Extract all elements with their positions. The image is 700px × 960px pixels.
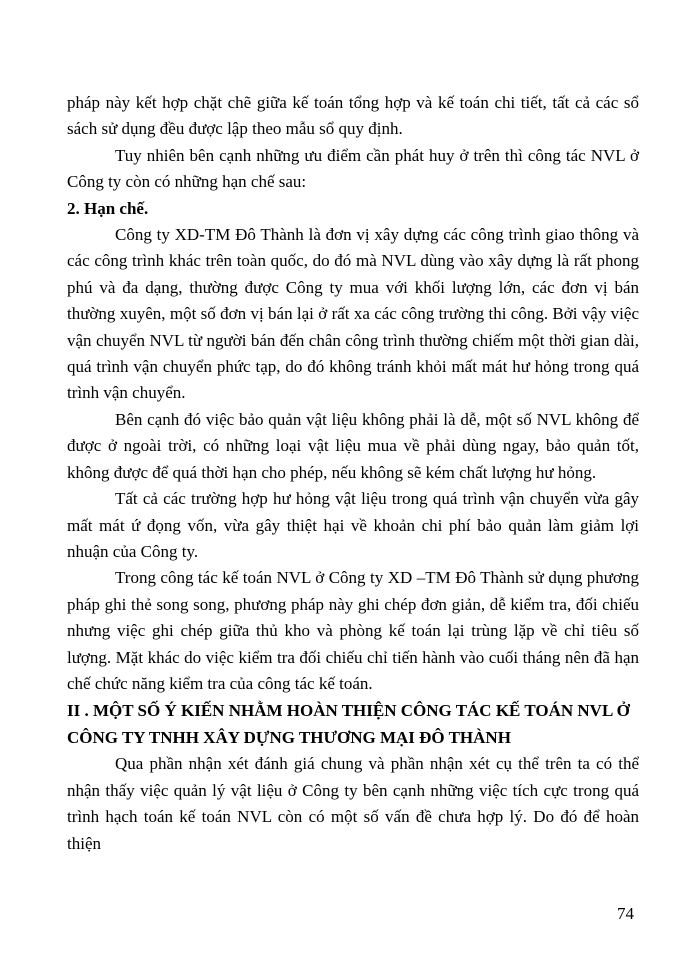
paragraph-transport-issues: Công ty XD-TM Đô Thành là đơn vị xây dựng các công trình giao thông và các công trình khác trên toàn quốc, do đó mà NVL dùng vào xây dựng là rất phong phú và đa dạng, thường được Công ty mua với khối lượng lớn, các đơn vị bán thường xuyên, một số đơn vị bán lại ở rất xa các công trường thi công. Bởi vậy việc vận chuyển NVL từ người bán đến chân công trình thường chiếm một thời gian dài, quá trình vận chuyển phức tạp, do đó không tránh khỏi mất mát hư hỏng trong quá trình vận chuyển.	[67, 225, 639, 403]
section-heading-limitations: 2. Hạn chế.	[67, 198, 149, 218]
page-number: 74	[617, 904, 634, 923]
paragraph-continuation: pháp này kết hợp chặt chẽ giữa kế toán tổng hợp và kế toán chi tiết, tất cả các sổ sách sử dụng đều được lập theo mẫu sổ quy định.	[67, 93, 639, 139]
paragraph-improvement-intro: Qua phần nhận xét đánh giá chung và phần nhận xét cụ thể trên ta có thể nhận thấy việc quản lý vật liệu ở Công ty bên cạnh những việc tích cực trong quá trình hạch toán kế toán NVL còn có một số vấn đề chưa hợp lý. Do đó để hoàn thiện	[67, 754, 639, 853]
paragraph-accounting-method: Trong công tác kế toán NVL ở Công ty XD –TM Đô Thành sử dụng phương pháp ghi thẻ song song, phương pháp này ghi chép đơn giản, dễ kiểm tra, đối chiếu nhưng việc ghi chép giữa thủ kho và phòng kế toán lại trùng lặp về chỉ tiêu số lượng. Mặt khác do việc kiểm tra đối chiếu chỉ tiến hành vào cuối tháng nên đã hạn chế chức năng kiểm tra của công tác kế toán.	[67, 568, 639, 693]
paragraph-storage-issues: Bên cạnh đó việc bảo quản vật liệu không phải là dễ, một số NVL không để được ở ngoài trời, có những loại vật liệu mua về phải dùng ngay, bảo quản tốt, không được để quá thời hạn cho phép, nếu không sẽ kém chất lượng hư hỏng.	[67, 409, 639, 482]
paragraph-damage-costs: Tất cả các trường hợp hư hỏng vật liệu trong quá trình vận chuyển vừa gây mất mát ứ đọng vốn, vừa gây thiệt hại về khoản chi phí bảo quản làm giảm lợi nhuận của Công ty.	[67, 489, 639, 561]
chapter-heading-improvements: II . MỘT SỐ Ý KIẾN NHẰM HOÀN THIỆN CÔNG TÁC KẾ TOÁN NVL Ở CÔNG TY TNHH XÂY DỰNG THƯƠNG MẠI ĐÔ THÀNH	[67, 701, 630, 748]
paragraph-transition: Tuy nhiên bên cạnh những ưu điểm cần phát huy ở trên thì công tác NVL ở Công ty còn có những hạn chế sau:	[67, 145, 639, 192]
document-body	[67, 90, 639, 857]
